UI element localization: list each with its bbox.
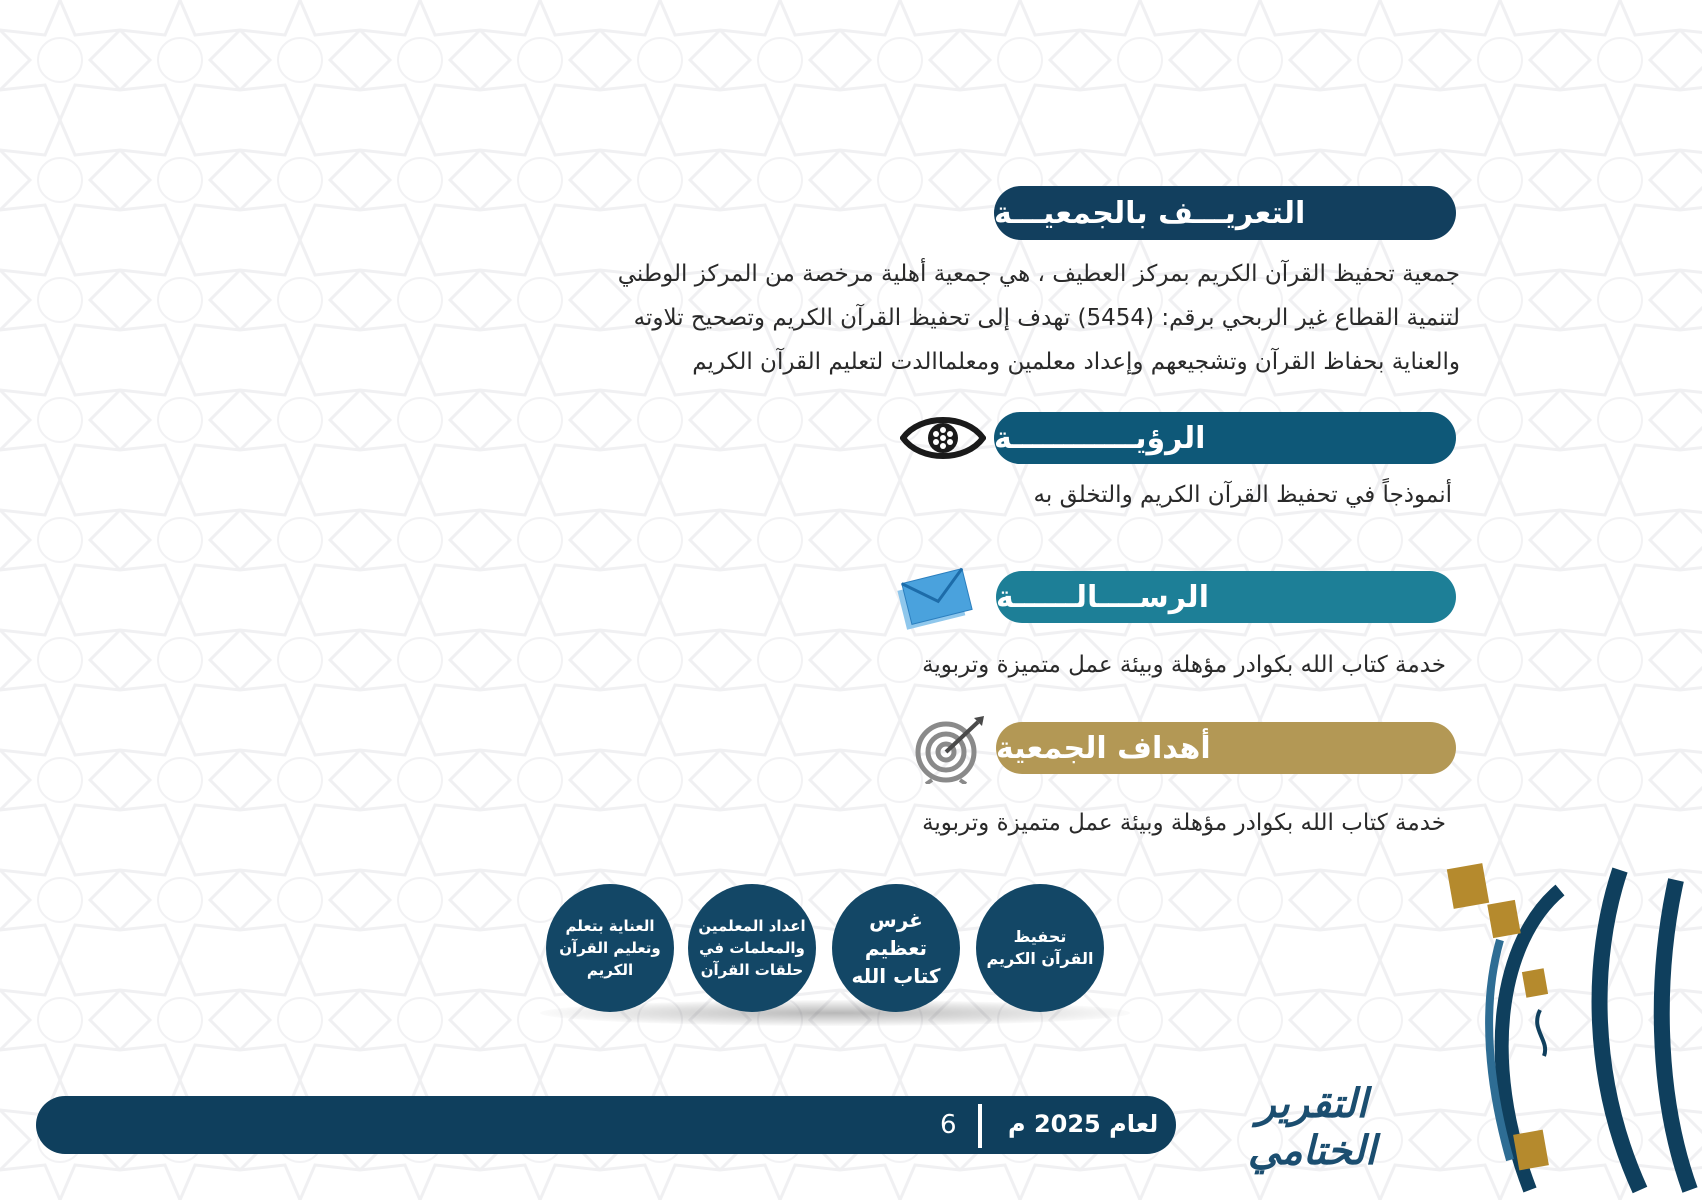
about-line: لتنمية القطاع غير الربحي برقم: (5454) تهدف إلى تحفيظ القرآن الكريم وتصحيح تلاوته xyxy=(633,305,1460,331)
about-line: جمعية تحفيظ القرآن الكريم بمركز العطيف ، هي جمعية أهلية مرخصة من المركز الوطني xyxy=(617,261,1460,287)
goal-circle: العناية بتعلم وتعليم القرآن الكريم xyxy=(546,884,674,1012)
goals-text: خدمة كتاب الله بكوادر مؤهلة وبيئة عمل متميزة وتربوية xyxy=(922,810,1446,836)
calligraphy-decoration xyxy=(1440,860,1702,1200)
envelope-icon xyxy=(894,564,976,630)
vision-heading xyxy=(994,412,1456,464)
page-number: 6 xyxy=(940,1110,957,1140)
about-heading xyxy=(994,186,1456,240)
footer-bar xyxy=(36,1096,1176,1154)
goal-circle: تحفيظ القرآن الكريم xyxy=(976,884,1104,1012)
vision-heading-label: الرؤيــــــــــــة xyxy=(994,420,1206,456)
about-heading-label: التعريـــف بالجمعيـــة xyxy=(994,195,1306,231)
mission-text: خدمة كتاب الله بكوادر مؤهلة وبيئة عمل متميزة وتربوية xyxy=(922,652,1446,678)
mission-heading xyxy=(996,571,1456,623)
goal-circle: غرس تعظيم كتاب الله xyxy=(832,884,960,1012)
mission-heading-label: الرســــالــــــة xyxy=(996,579,1209,615)
vision-text: أنموذجاً في تحفيظ القرآن الكريم والتخلق به xyxy=(1033,482,1452,508)
about-line: والعناية بحفاظ القرآن وتشجيعهم وإعداد معلمين ومعلماالدت لتعليم القرآن الكريم xyxy=(692,349,1460,375)
goals-heading xyxy=(996,722,1456,774)
footer-divider xyxy=(978,1104,982,1148)
goal-circle: اعداد المعلمين والمعلمات في حلقات القرآن xyxy=(688,884,816,1012)
target-icon xyxy=(912,712,990,784)
report-logo: التقرير الختامي xyxy=(1247,1080,1377,1174)
goals-heading-label: أهداف الجمعية xyxy=(996,730,1211,766)
eye-icon xyxy=(900,410,986,466)
footer-year: لعام 2025 م xyxy=(1008,1110,1159,1138)
about-paragraph xyxy=(400,252,1460,384)
